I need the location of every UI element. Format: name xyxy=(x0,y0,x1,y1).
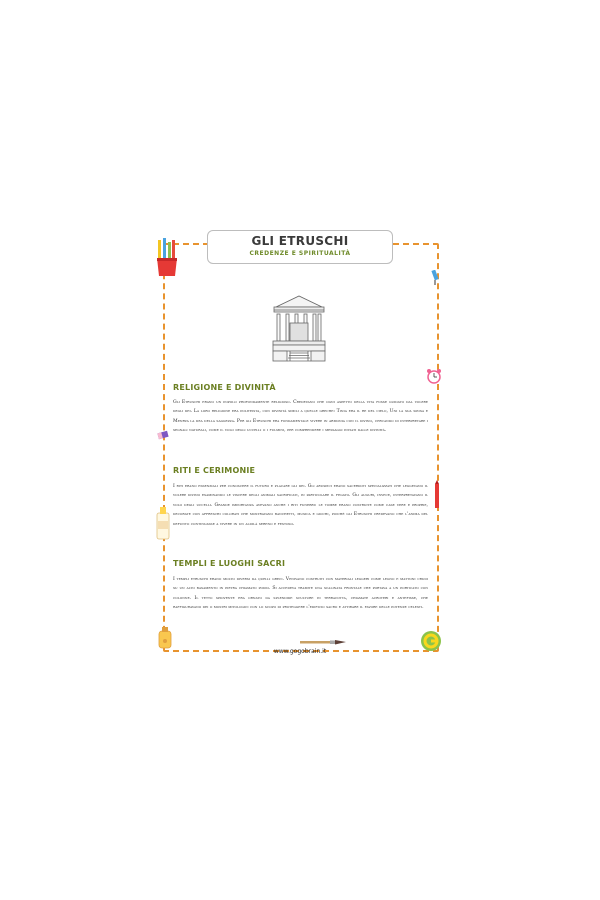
crayon-icon xyxy=(433,480,441,510)
footer-url: www.gogobrain.it xyxy=(273,648,327,655)
page-title: GLI ETRUSCHI xyxy=(251,234,349,248)
glue-bottle-icon xyxy=(154,505,172,541)
pencil-cup-icon xyxy=(154,238,180,278)
page-subtitle: CREDENZE E SPIRITUALITÀ xyxy=(249,250,351,257)
section-body-templi: I templi etruschi erano molto diversi da quelli greci. Venivano costruiti con materiali leggeri come legno e mattoni crudi su un alto basamento in pietra chiamato podio. Si accedeva tramite una scalinata frontale che portava a un porticato con colonne. Il tetto spiovente era ornato da splendide sculture in terracotta, chiamate acroteri e antefisse, che raffiguravano dei o mostri mitologici con lo scopo di proteggere l'edificio sacro e attirare il favore delle potenze celesti. xyxy=(173,577,428,611)
eraser-icon xyxy=(157,430,169,440)
alarm-clock-icon xyxy=(426,368,442,384)
section-heading-religione: RELIGIONE E DIVINITÀ xyxy=(173,383,276,392)
greek-temple-icon xyxy=(270,293,328,363)
title-box xyxy=(207,230,393,264)
gogobrain-logo-icon xyxy=(420,630,442,652)
pencil-case-icon xyxy=(157,627,173,649)
paintbrush-icon xyxy=(300,638,346,646)
section-heading-templi: TEMPLI E LUOGHI SACRI xyxy=(173,559,286,568)
section-body-religione: Gli Etruschi erano un popolo profondamente religioso. Credevano che ogni aspetto della vita fosse guidato dal volere degli dei. La loro religione era politeista, con divinità simili a quelle greche: Tinia era il re del cielo, Uni la sua sposa e Menrva la dea della saggezza. Per gli Etruschi era fondamentale vivere in armonia con il divino, cercando di interpretare i segnali naturali, come il volo degli uccelli o i fulmini, per comprendere i messaggi inviati dalle divinità. xyxy=(173,400,428,434)
section-body-riti: I riti erano essenziali per conoscere il futuro e placare gli dei. Gli aruspici erano sacerdoti specializzati che leggevano il volere divino esaminando le viscere degli animali sacrificati, in particolare il fegato. Gli auguri, invece, interpretavano il volo degli uccelli. Grande importanza avevano anche i riti funebri: le tombe erano costruite come case vere e proprie, decorate con affreschi colorati che mostravano banchetti, musica e giochi, poiché gli Etruschi credevano che l'anima del defunto continuasse a vivere in un aldilà sereno e festoso. xyxy=(173,484,428,527)
pin-icon xyxy=(430,270,440,286)
section-heading-riti: RITI E CERIMONIE xyxy=(173,466,256,475)
